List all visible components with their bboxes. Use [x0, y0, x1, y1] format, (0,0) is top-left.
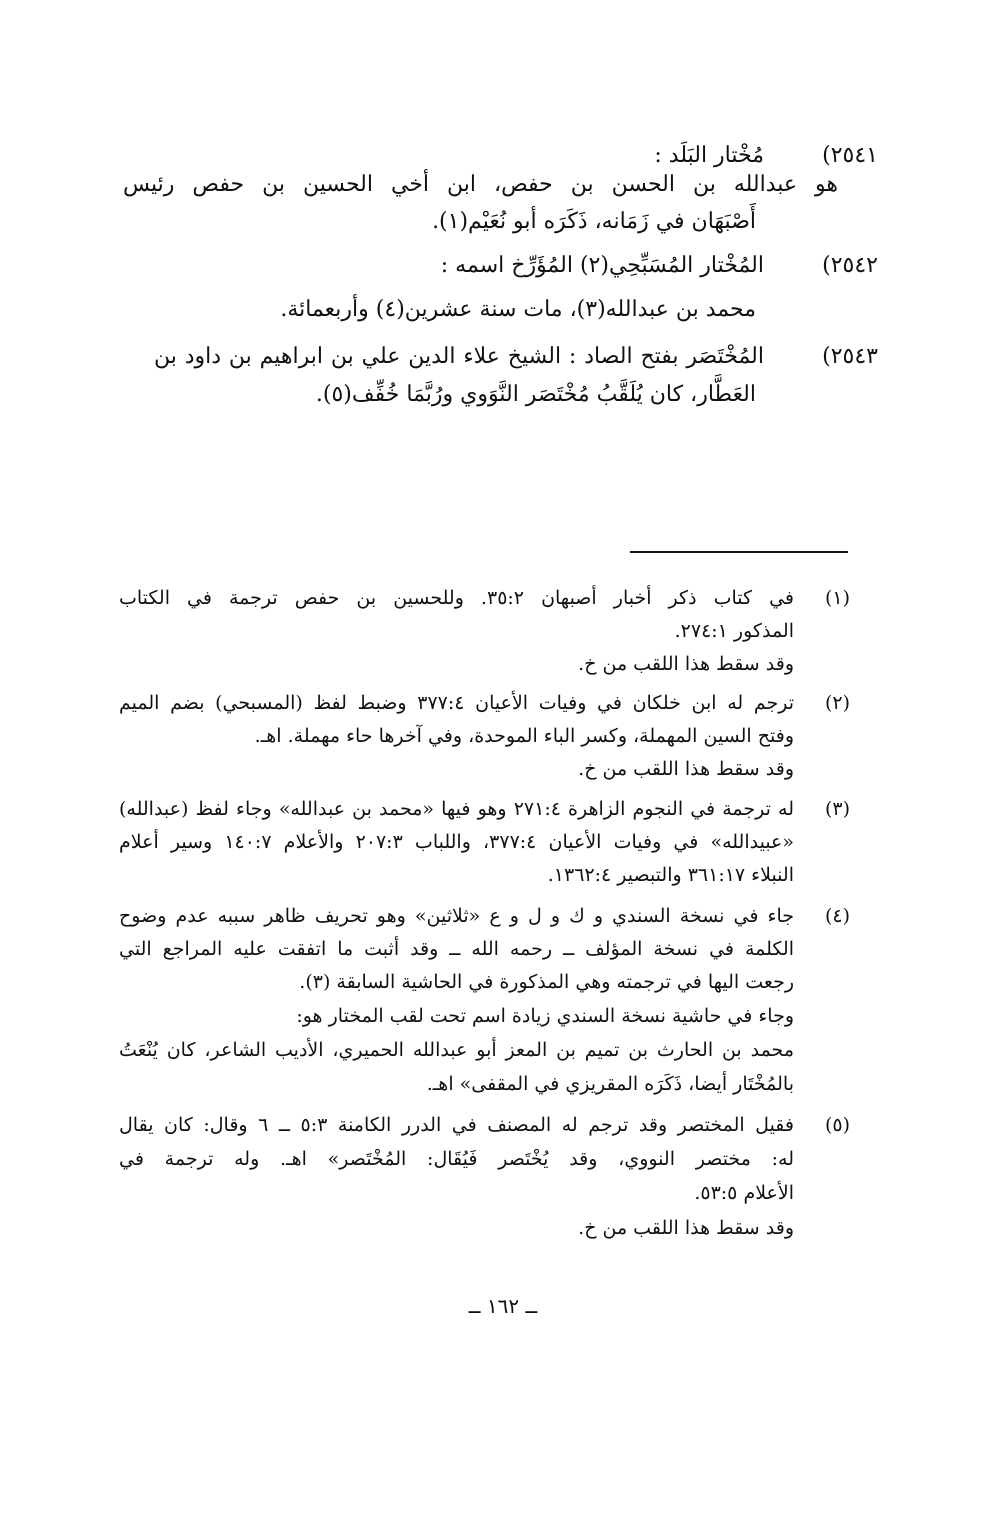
footnote-line: رجعت اليها في ترجمته وهي المذكورة في الحاشية السابقة (٣).: [299, 971, 794, 993]
footnote-line: ترجم له ابن خلكان في وفيات الأعيان ٣٧٧:٤ وضبط لفظ (المسبحي) بضم الميم: [119, 692, 794, 714]
page-number: ــ ١٦٢ ــ: [468, 1294, 538, 1318]
footnote-line: الأعلام ٥٣:٥.: [694, 1182, 794, 1204]
footnote-number: (٤): [824, 905, 850, 927]
entry-text-line: العَطَّار، كان يُلَقَّبُ مُخْتَصَر النَّوَوي ورُبَّمَا خُفِّف(٥).: [315, 382, 756, 407]
entry-text-line: أَصْبَهَان في زَمَانه، ذَكَرَه أبو نُعَيْم(١).: [432, 209, 756, 234]
footnote-line: له ترجمة في النجوم الزاهرة ٢٧١:٤ وهو فيها «محمد بن عبدالله» وجاء لفظ (عبدالله): [119, 798, 795, 820]
footnote-number: (١): [824, 587, 850, 609]
footnote-number: (٢): [824, 692, 850, 714]
entry-number: ٢٥٤٣): [822, 344, 878, 369]
footnote-line: وفتح السين المهملة، وكسر الباء الموحدة، وفي آخرها حاء مهملة. اهـ.: [254, 725, 794, 747]
entry-heading: مُخْتار البَلَد :: [654, 143, 764, 168]
entry-number: ٢٥٤١): [822, 143, 878, 168]
footnote-number: (٥): [824, 1114, 850, 1136]
footnote-separator: [630, 551, 848, 553]
footnote-line: النبلاء ٣٦١:١٧ والتبصير ١٣٦٢:٤.: [547, 864, 794, 886]
footnote-line: في كتاب ذكر أخبار أصبهان ٣٥:٢. وللحسين بن حفص ترجمة في الكتاب: [119, 587, 795, 609]
footnote-line: الكلمة في نسخة المؤلف ــ رحمه الله ــ وقد أثبت ما اتفقت عليه المراجع التي: [119, 938, 794, 960]
entry-text-line: هو عبدالله بن الحسن بن حفص، ابن أخي الحسين بن حفص رئيس: [123, 172, 838, 197]
entry-heading: المُخْتار المُسَبِّحِي(٢) المُؤَرِّخ اسمه :: [440, 253, 764, 278]
footnote-line: جاء في نسخة السندي و ك و ل و ع «ثلاثين» وهو تحريف ظاهر سببه عدم وضوح: [119, 905, 794, 927]
footnote-line: فقيل المختصر وقد ترجم له المصنف في الدرر الكامنة ٥:٣ ــ ٦ وقال: كان يقال: [119, 1114, 794, 1136]
footnote-line: له: مختصر النووي، وقد يُخْتَصر فَيُقَال: المُخْتَصر» اهـ. وله ترجمة في: [119, 1148, 794, 1170]
footnote-line: بالمُخْتَار أيضا، ذَكَرَه المقريزي في المقفى» اهـ.: [426, 1073, 794, 1095]
entry-number: ٢٥٤٢): [822, 253, 878, 278]
footnote-line: «عبيدالله» في وفيات الأعيان ٣٧٧:٤، واللباب ٢٠٧:٣ والأعلام ١٤٠:٧ وسير أعلام: [119, 831, 795, 853]
footnote-line: وقد سقط هذا اللقب من خ.: [578, 758, 794, 780]
footnote-line: وجاء في حاشية نسخة السندي زيادة اسم تحت لقب المختار هو:: [296, 1005, 794, 1027]
footnote-number: (٣): [824, 798, 850, 820]
footnote-line: وقد سقط هذا اللقب من خ.: [578, 1217, 794, 1239]
entry-heading: المُخْتَصَر بفتح الصاد : الشيخ علاء الدين علي بن ابراهيم بن داود بن: [154, 344, 764, 369]
footnote-line: وقد سقط هذا اللقب من خ.: [578, 653, 794, 675]
footnote-line: المذكور ٢٧٤:١.: [674, 620, 794, 642]
entry-text-line: محمد بن عبدالله(٣)، مات سنة عشرين(٤) وأربعمائة.: [280, 297, 756, 322]
footnote-line: محمد بن الحارث بن تميم بن المعز أبو عبدالله الحميري، الأديب الشاعر، كان يُنْعَتُ: [119, 1039, 794, 1061]
